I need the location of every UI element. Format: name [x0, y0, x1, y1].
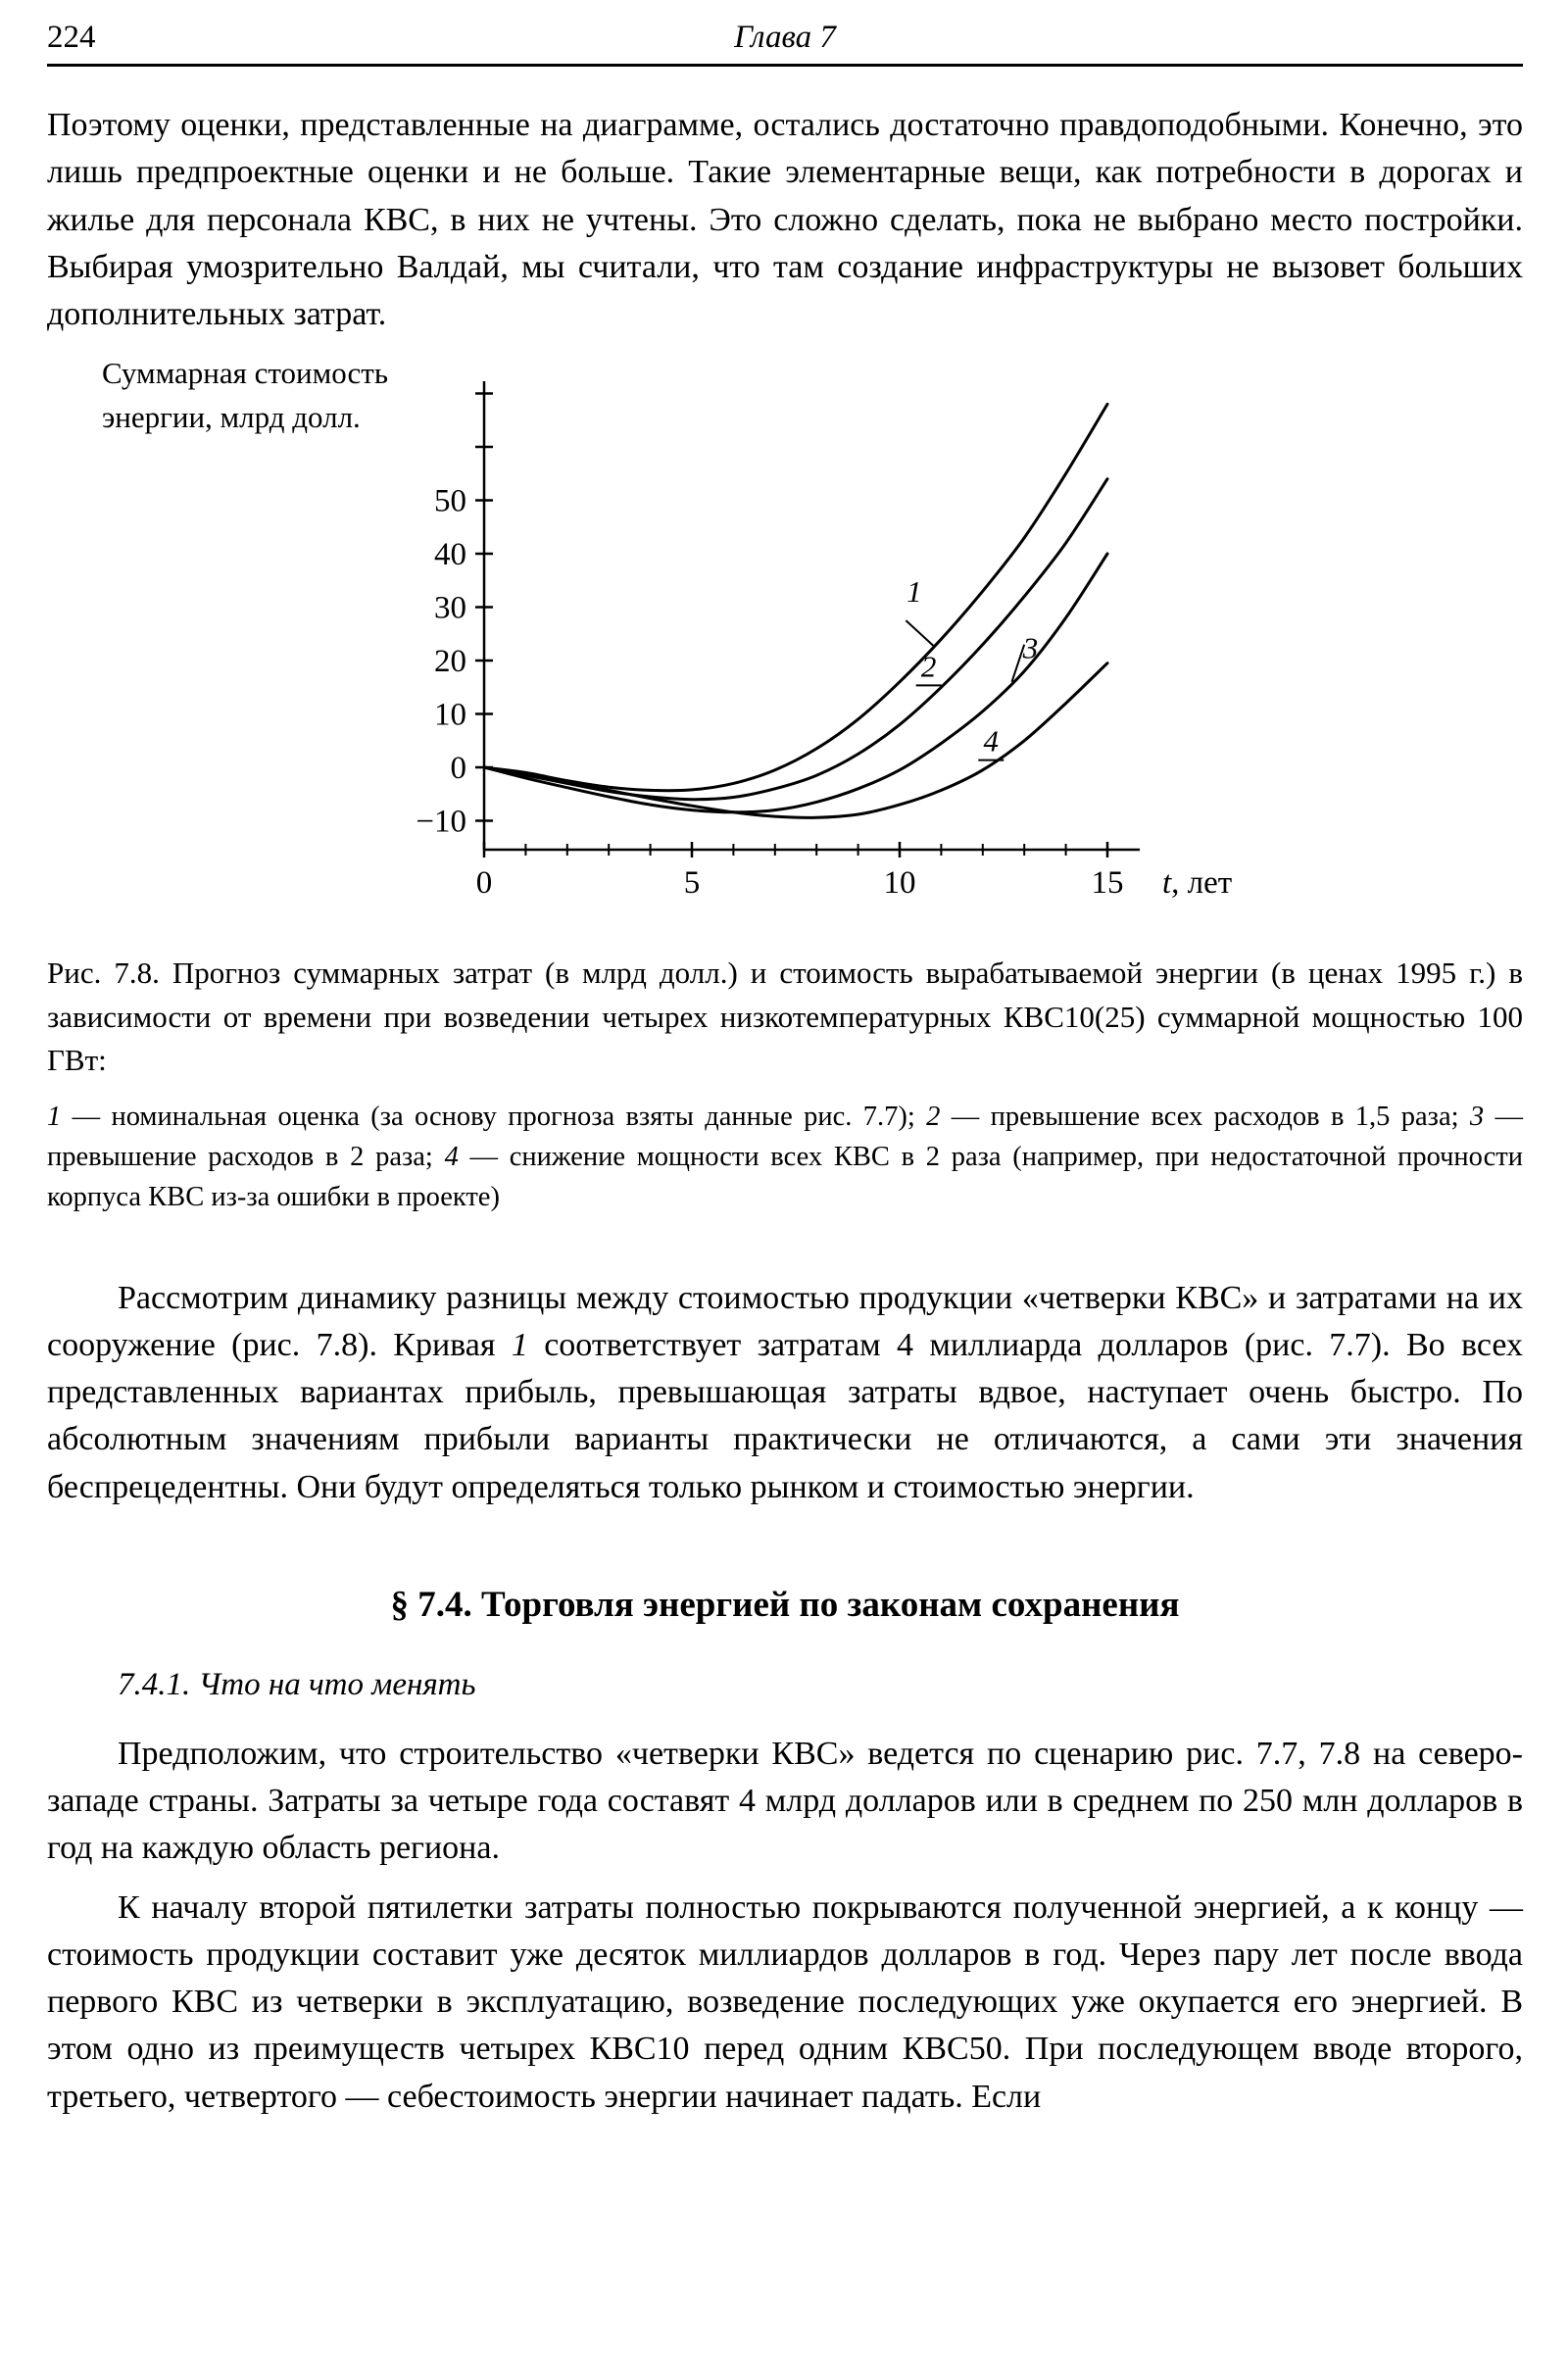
legend-num-2: 2	[926, 1102, 941, 1133]
legend-num-1: 1	[47, 1102, 62, 1133]
svg-text:30: 30	[434, 590, 466, 626]
svg-text:40: 40	[434, 537, 466, 573]
legend-text-4: — снижение мощности всех КВС в 2 раза (например, при недостаточной прочности корпуса КВС из-за ошибки в проекте)	[47, 1142, 1523, 1212]
curve-3	[484, 554, 1107, 812]
svg-text:−10: −10	[416, 804, 466, 840]
header-rule	[47, 64, 1523, 67]
chart-y-axis-title-line2: энергии, млрд долл.	[102, 400, 361, 435]
legend-text-2: — превышение всех расходов в 1,5 раза;	[940, 1102, 1470, 1133]
svg-text:1: 1	[906, 574, 922, 610]
svg-text:4: 4	[983, 723, 1000, 759]
figure-7-8	[47, 352, 1523, 934]
curve-4	[484, 663, 1107, 818]
page-number: 224	[47, 20, 96, 55]
chapter-title: Глава 7	[734, 20, 836, 55]
svg-text:5: 5	[683, 865, 701, 902]
svg-text:10: 10	[883, 865, 916, 902]
chart-y-axis-title-line1: Суммарная стоимость	[102, 356, 388, 391]
svg-text:2: 2	[920, 649, 937, 684]
figure-caption: Рис. 7.8. Прогноз суммарных затрат (в млрд долл.) и стоимость вырабатываемой энергии (в ценах 1995 г.) в зависимости от времени при возведении четырех низкотемпературных КВС10(25) суммарной мощностью 100 ГВт:	[47, 956, 1523, 1077]
subsection-heading: 7.4.1. Что на что менять	[118, 1666, 476, 1702]
svg-text:3: 3	[1022, 630, 1039, 665]
paragraph-discussion	[47, 1275, 1523, 1511]
figure-legend	[47, 1098, 1523, 1217]
svg-text:0: 0	[475, 865, 493, 902]
svg-text:t, лет: t, лет	[1162, 865, 1233, 902]
curve-2	[484, 479, 1107, 800]
discussion-text-1: Рассмотрим динамику разницы между стоимостью продукции «четверки КВС» и затратами на их сооружение (рис. 7.8). Кривая	[47, 1279, 1523, 1363]
section-heading: § 7.4. Торговля энергией по законам сохранения	[390, 1584, 1180, 1625]
legend-text-1: — номинальная оценка (за основу прогноза взяты данные рис. 7.7);	[61, 1102, 927, 1133]
paragraph-economics: К началу второй пятилетки затраты полностью покрываются полученной энергией, а к концу — стоимость продукции составит уже десяток миллиардов долларов в год. Через пару лет после ввода первого КВС из четверки в эксплуатацию, возведение последующих уже окупается его энергией. В этом одно из преимуществ четырех КВС10 перед одним КВС50. При последующем вводе второго, третьего, четвертого — себестоимость энергии начинает падать. Если	[47, 1888, 1523, 2115]
paragraph-scenario: Предположим, что строительство «четверки КВС» ведется по сценарию рис. 7.7, 7.8 на северо-западе страны. Затраты за четыре года составят 4 млрд долларов или в среднем по 250 млн долларов в год на каждую область региона.	[47, 1735, 1523, 1867]
legend-num-4: 4	[444, 1142, 459, 1173]
legend-num-3: 3	[1469, 1102, 1485, 1133]
curve-1	[484, 405, 1107, 791]
chart-y-axis-title	[102, 352, 388, 440]
svg-text:20: 20	[434, 644, 466, 680]
discussion-text-2: соответствует затратам 4 миллиарда долларов (рис. 7.7). Во всех представленных вариантах прибыль, превышающая затраты вдвое, наступает очень быстро. По абсолютным значениям прибыли варианты практически не отличаются, а сами эти значения беспрецедентны. Они будут определяться только рынком и стоимостью энергии.	[47, 1326, 1523, 1505]
discussion-curve-number: 1	[511, 1326, 528, 1363]
paragraph-intro: Поэтому оценки, представленные на диаграмме, остались достаточно правдоподобными. Конечно, это лишь предпроектные оценки и не больше. Такие элементарные вещи, как потребности в дорогах и жилье для персонала КВС, в них не учтены. Это сложно сделать, пока не выбрано место постройки. Выбирая умозрительно Валдай, мы считали, что там создание инфраструктуры не вызовет больших дополнительных затрат.	[47, 107, 1523, 333]
legend-text-3: — превышение расходов в 2 раза;	[47, 1102, 1523, 1173]
svg-text:50: 50	[434, 483, 466, 519]
svg-text:15: 15	[1091, 865, 1124, 902]
svg-text:10: 10	[434, 697, 466, 733]
page-header	[47, 20, 1523, 56]
svg-text:0: 0	[450, 751, 466, 787]
